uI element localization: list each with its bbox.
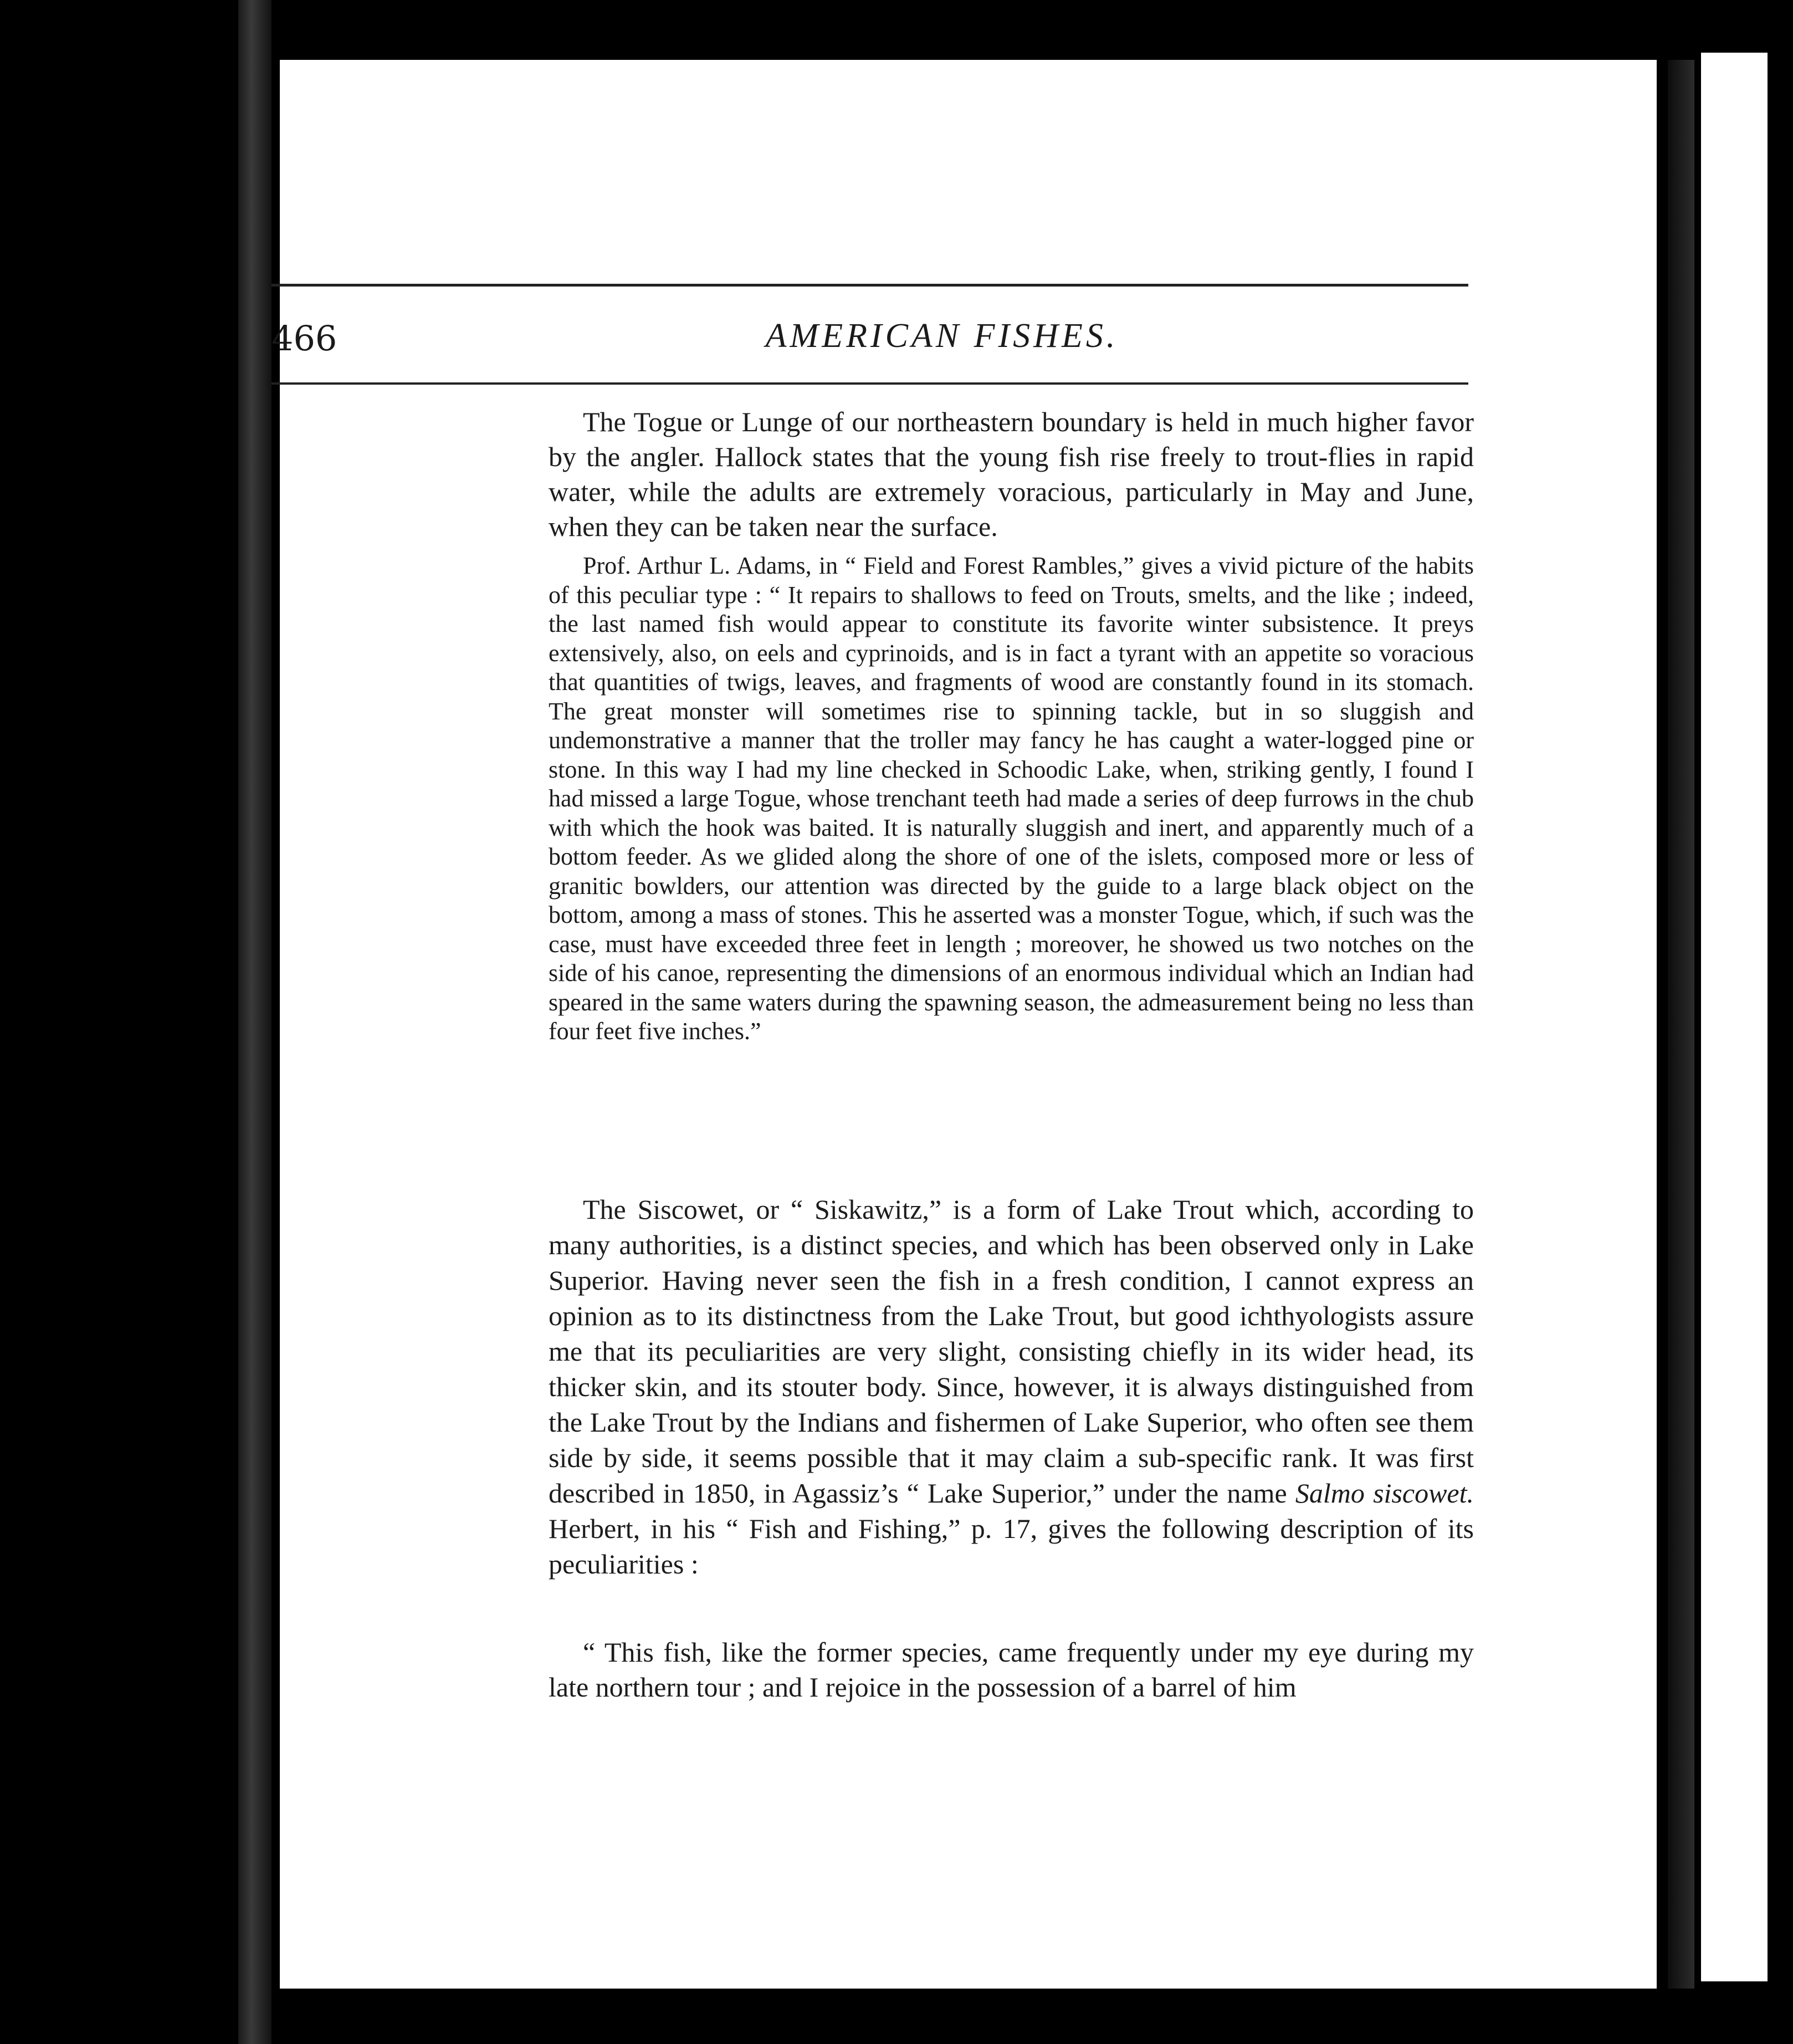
paragraph-adams-quote: Prof. Arthur L. Adams, in “ Field and Forest Rambles,” gives a vivid picture of the habits of this peculiar type : “ It repairs to shallows to feed on Trouts, smelts, and the like ; indeed, the last named fish would appear to constitute its favorite winter subsistence. It preys extensively, also, on eels and cyprinoids, and is in fact a tyrant with an appetite so voracious that quantities of twigs, leaves, and fragments of wood are constantly found in its stomach. The great monster will sometimes rise to spinning tackle, but in so sluggish and undemonstrative a manner that the troller may fancy he has caught a water-logged pine or stone. In this way I had my line checked in Schoodic Lake, when, striking gently, I found I had missed a large Togue, whose trenchant teeth had made a series of deep furrows in the chub with which the hook was baited. It is naturally sluggish and inert, and apparently much of a bottom feeder. As we glided along the shore of one of the islets, composed more or less of granitic bowlders, our attention was directed by the guide to a large black object on the bottom, among a mass of stones. This he asserted was a monster Togue, which, if such was the case, must have exceeded three feet in length ; moreover, he showed us two notches on the side of his canoe, representing the dimensions of an enormous individual which an Indian had speared in the same waters during the spawning season, the admeasurement being no less than four feet five inches.” xyxy=(549,552,1474,1045)
latin-species-name: Salmo siscowet. xyxy=(1295,1478,1474,1509)
paragraph-togue: The Togue or Lunge of our northeastern boundary is held in much higher favor by the angler. Hallock states that the young fish rise freely to trout-flies in rapid water, while the adults are extremely voracious, particularly in May and June, when they can be taken near the surface. xyxy=(549,406,1474,542)
paragraph-siscowet-text-a: The Siscowet, or “ Siskawitz,” is a form of Lake Trout which, according to many authorities, is a distinct species, and which has been observed only in Lake Superior. Having never seen the fish in a fresh condition, I cannot express an opinion as to its distinctness from the Lake Trout, but good ichthyologists assure me that its peculiarities are very slight, consisting chiefly in its wider head, its thicker skin, and its stouter body. Since, however, it is always distinguished from the Lake Trout by the Indians and fishermen of Lake Superior, who often see them side by side, it seems possible that it may claim a sub-specific rank. It was first described in 1850, in Agassiz’s “ Lake Superior,” under the name xyxy=(549,1194,1474,1509)
paragraph-siscowet-text-b: Herbert, in his “ Fish and Fishing,” p. 17, gives the following description of its peculiarities : xyxy=(549,1513,1474,1580)
facing-page-shadow xyxy=(1668,60,1694,1989)
paragraph-siscowet xyxy=(549,1192,1474,1582)
facing-page-edge xyxy=(1701,53,1768,1981)
header-rule-bottom xyxy=(271,382,1468,385)
header-rule-top xyxy=(271,284,1468,287)
page-number: 466 xyxy=(271,318,337,359)
paragraph-herbert-quote: “ This fish, like the former species, came frequently under my eye during my late northern tour ; and I rejoice in the possession of a barrel of him xyxy=(549,1637,1474,1703)
running-head: AMERICAN FISHES. xyxy=(765,317,1119,355)
book-binding xyxy=(238,0,271,2044)
